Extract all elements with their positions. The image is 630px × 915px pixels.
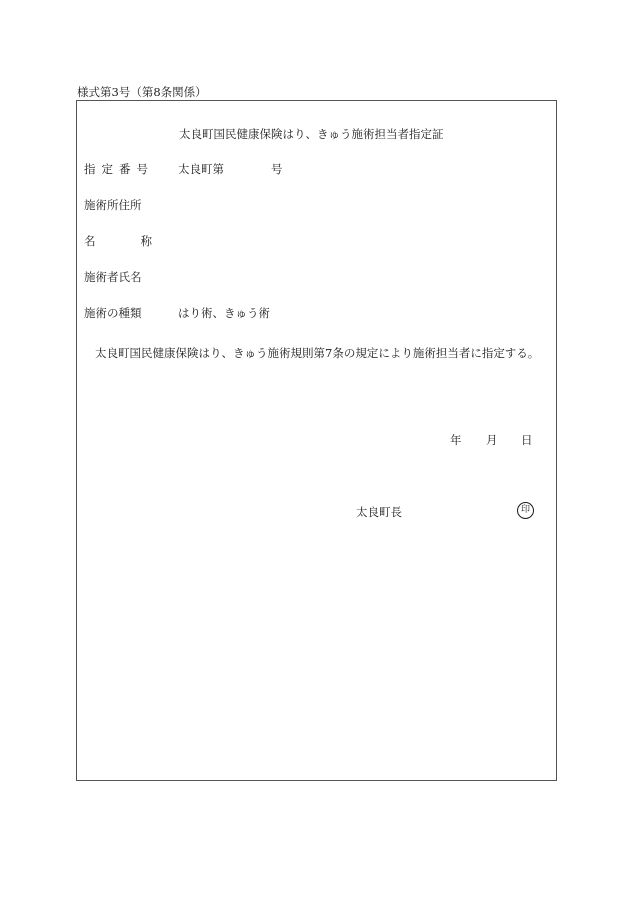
name-label-second: 称 [140,234,152,248]
certificate-frame [76,100,557,781]
date-month: 月 [486,433,498,447]
seal-mark: 印 [517,502,534,519]
form-reference: 様式第3号（第8条関係） [77,85,207,99]
name-label [84,233,152,249]
practitioner-name-label: 施術者氏名 [84,270,142,284]
treatment-type-value: はり術、きゅう術 [178,306,270,320]
name-label-first: 名 [84,234,96,248]
clinic-address-label: 施術所住所 [84,198,142,212]
certificate-title: 太良町国民健康保険はり、きゅう施術担当者指定証 [179,127,444,141]
designation-number-prefix: 太良町第 [178,162,224,176]
treatment-type-label: 施術の種類 [84,306,142,320]
designation-number-label: 指定番号 [84,162,154,176]
issuer-title: 太良町長 [356,505,402,519]
date-day: 日 [521,433,533,447]
designation-statement: 太良町国民健康保険はり、きゅう施術規則第7条の規定により施術担当者に指定する。 [95,346,540,360]
date-year: 年 [450,433,462,447]
designation-number-suffix: 号 [271,162,283,176]
